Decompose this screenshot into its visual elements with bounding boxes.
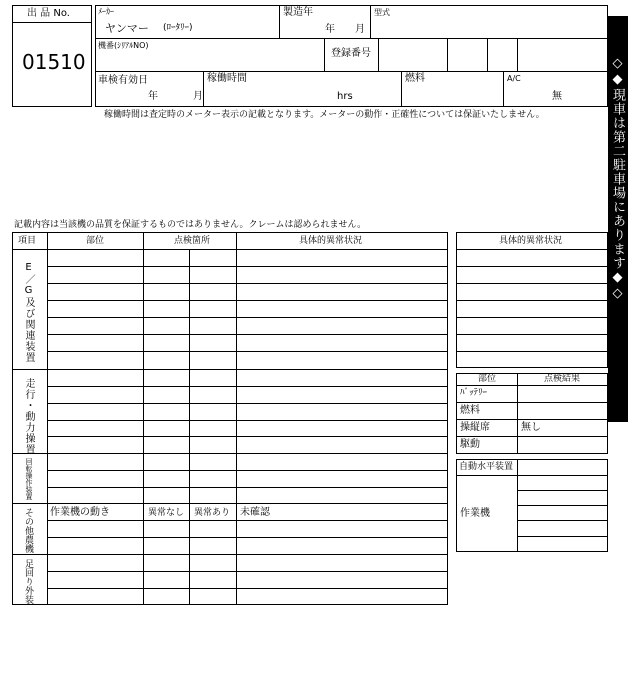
banner-text: ◇◆現車は第二駐車場にあります◆◇ xyxy=(610,56,625,302)
maker-value: ヤンマー xyxy=(105,22,149,35)
results-part-fuel: 燃料 xyxy=(460,405,480,416)
model-label: 型式 xyxy=(374,8,390,17)
quality-note: 記載内容は当該機の品質を保証するものではありません。クレームは認められません。 xyxy=(14,220,367,230)
inspection-label: 車検有効日 xyxy=(98,75,148,86)
results-header-result: 点検結果 xyxy=(544,374,581,384)
results-header-part: 部位 xyxy=(478,374,497,384)
maker-label: ﾒｰｶｰ xyxy=(98,7,114,16)
hours-label: 稼働時間 xyxy=(207,73,247,84)
section-label-drive: 走行・動力操置 xyxy=(23,378,34,455)
ac-value: 無 xyxy=(552,91,562,102)
reg-label: 登録番号 xyxy=(331,48,371,59)
fuel-label: 燃料 xyxy=(405,73,425,84)
inspection-table xyxy=(12,232,448,605)
inspection-year-unit: 年 xyxy=(148,91,158,102)
work-row-abnormal: 異常あり xyxy=(194,508,231,518)
work-machine-label: 作業機 xyxy=(460,508,490,519)
section-label-other: その他農機 xyxy=(23,508,33,553)
col-header-check: 点検箇所 xyxy=(174,236,211,246)
results-part-seat: 操縦席 xyxy=(460,422,490,433)
col-header-item: 項目 xyxy=(18,236,37,246)
year-label: 製造年 xyxy=(283,7,313,18)
section-label-rotary: 回転操作装置 xyxy=(25,458,33,500)
month-unit: 月 xyxy=(355,24,365,35)
serial-label: 機番(ｼﾘｱﾙNO) xyxy=(98,41,149,50)
results-part-drive: 駆動 xyxy=(460,439,480,450)
location-banner xyxy=(608,16,628,422)
hours-note: 稼働時間は査定時のメーター表示の記載となります。メーターの動作・正確性については保証いたしません。 xyxy=(104,110,545,120)
detail-header: 具体的異常状況 xyxy=(499,236,563,246)
lot-label: 出 品 No. xyxy=(27,8,70,19)
ac-label: A/C xyxy=(507,74,521,83)
year-unit: 年 xyxy=(325,24,335,35)
lot-number: 01510 xyxy=(22,50,86,74)
inspection-month-unit: 月 xyxy=(193,91,203,102)
col-header-part: 部位 xyxy=(86,236,105,246)
results-part-battery: ﾊﾞｯﾃﾘｰ xyxy=(460,388,488,398)
maker-type: (ﾛｰﾀﾘｰ) xyxy=(163,23,193,33)
hours-unit: hrs xyxy=(337,91,353,102)
section-label-engine: E／G及び関連装置 xyxy=(23,262,34,363)
auto-level-label: 自動水平装置 xyxy=(459,462,514,472)
results-value-seat: 無し xyxy=(521,422,541,433)
section-label-undercarriage: 足回り外装 xyxy=(23,559,33,604)
work-row-part: 作業機の動き xyxy=(50,507,110,518)
work-row-no-abnormal: 異常なし xyxy=(148,508,185,518)
col-header-detail: 具体的異常状況 xyxy=(299,236,363,246)
work-row-status: 未確認 xyxy=(240,507,270,518)
